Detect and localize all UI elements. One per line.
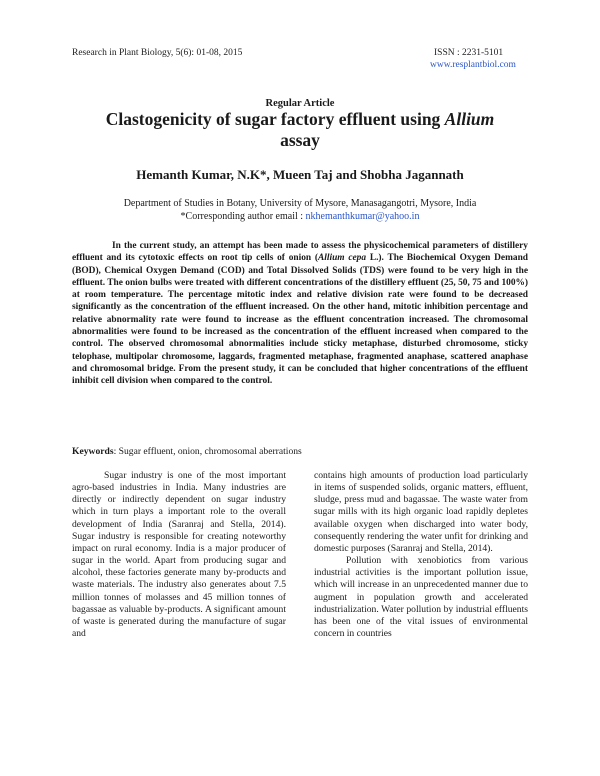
affiliation-block <box>0 197 600 223</box>
abstract-part2: L.). The Biochemical Oxygen Demand (BOD), Chemical Oxygen Demand (COD) and Total Dissolved Solids (TDS) were found to be very high in the effluent. The onion bulbs were treated with different concentrations of the distillery effluent (25, 50, 75 and 100%) at room temperature. The percentage mitotic index and relative division rate were found to be decreased significantly as the concentration of the effluent increased. On the other hand, mitotic inhibition percentage and relative abnormality rate were found to increase as the effluent concentration increased. The chromosomal abnormalities were found to be increased as the concentration of the effluent increased when compared to the control. The observed chromosomal abnormalities include sticky metaphase, disturbed chromosome, sticky telophase, multipolar chromosome, laggards, fragmented metaphase, fragmented anaphase, scattered anaphase and chromosomal bridge. From the present study, it can be concluded that higher concentrations of the effluent inhibit cell division when compared to the control. <box>72 253 528 387</box>
title-end: assay <box>280 130 320 150</box>
body-paragraph: Pollution with xenobiotics from various industrial activities is the important pollution issue, which will increase in an unprecedented manner due to augment in population growth and accelerated industrialization. Water pollution by industrial effluents has been one of the vital issues of environmental concern in countries <box>314 555 528 640</box>
title-main: Clastogenicity of sugar factory effluent using <box>105 109 445 129</box>
body-paragraph: contains high amounts of production load particularly in items of suspended solids, organic matters, effluent, sludge, press mud and bagassae. The waste water from sugar mills with its high organic load rapidly depletes available oxygen when discharged into water body, consequently rendering the water unfit for drinking and domestic purposes (Saranraj and Stella, 2014). <box>314 470 528 554</box>
title-italic: Allium <box>444 109 495 129</box>
keywords-line <box>72 446 302 457</box>
correspondence <box>0 210 600 223</box>
journal-citation: Research in Plant Biology, 5(6): 01-08, 2015 <box>72 48 243 58</box>
abstract <box>72 240 528 388</box>
keywords-label: Keywords <box>72 446 114 457</box>
affiliation: Department of Studies in Botany, University of Mysore, Manasagangotri, Mysore, India <box>123 198 477 209</box>
author-list: Hemanth Kumar, N.K*, Mueen Taj and Shobha Jagannath <box>136 167 464 182</box>
keywords-text: : Sugar effluent, onion, chromosomal aberrations <box>113 446 302 457</box>
correspondence-email-link[interactable]: nkhemanthkumar@yahoo.in <box>305 211 420 222</box>
body-column-right <box>314 470 528 640</box>
body-column-left: Sugar industry is one of the most important agro-based industries in India. Many industries are directly or indirectly dependent on sugar industry which in turn plays a important role to the overall development of India (Saranraj and Stella, 2014). Sugar industry is responsible for creating noteworthy impact on rural economy. India is a major producer of sugar in the world. Apart from producing sugar and alcohol, these factories generate many by-products and waste materials. The industry also generates about 7.5 million tonnes of molasses and 45 million tonnes of bagassae as valuable by-products. A significant amount of waste is generated during the manufacture of sugar and <box>72 470 286 640</box>
issn-label: ISSN : 2231-5101 <box>434 48 504 58</box>
abstract-species: Allium cepa <box>318 253 367 264</box>
article-title <box>60 109 540 151</box>
abstract-part1: In the current study, an attempt has been made to assess the physicochemical parameters of distillery effluent and its cytotoxic effects on root tip cells of onion ( <box>72 241 528 264</box>
journal-website-link[interactable]: www.resplantbiol.com <box>430 60 516 70</box>
correspondence-label: *Corresponding author email : <box>180 211 306 222</box>
article-type: Regular Article <box>265 98 335 109</box>
